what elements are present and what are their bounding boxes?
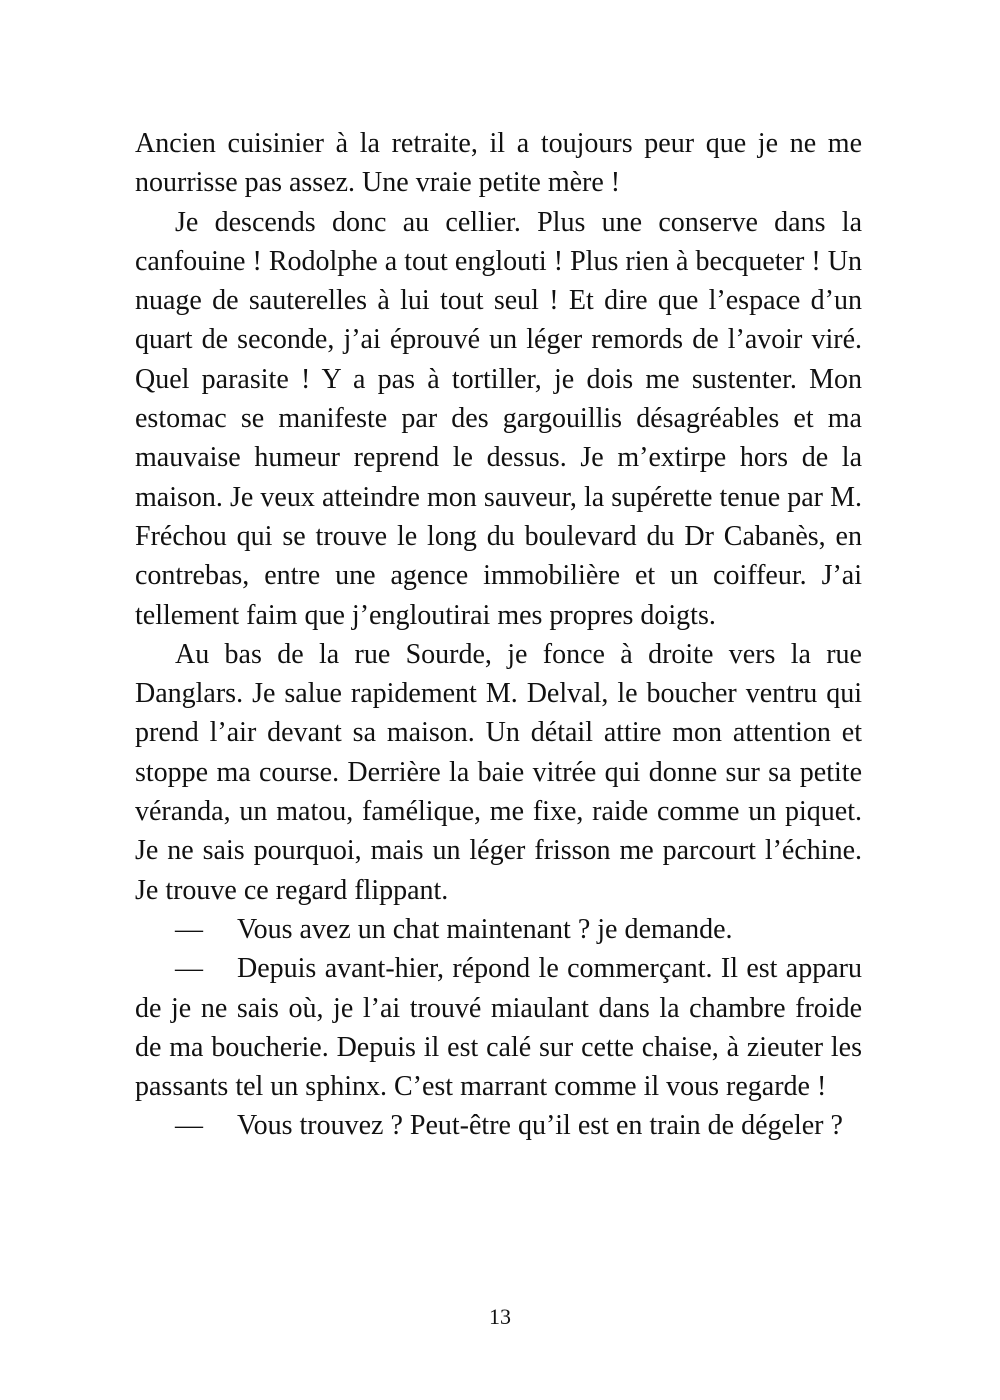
dialogue-text: Vous trouvez ? Peut-être qu’il est en train de dégeler ? xyxy=(237,1110,843,1142)
dialogue-line xyxy=(135,1106,862,1145)
dialogue-text: Depuis avant-hier, répond le commerçant. Il est apparu de je ne sais où, je l’ai trouvé miaulant dans la chambre froide de ma boucherie. Depuis il est calé sur cette chaise, à zieuter les passants tel un sphinx. C’est marrant comme il vous regarde ! xyxy=(135,953,862,1103)
dialogue-text: Vous avez un chat maintenant ? je demande. xyxy=(237,913,733,945)
dialogue-dash: — xyxy=(175,1110,203,1142)
page-body xyxy=(135,124,862,1146)
paragraph-continuation: Ancien cuisinier à la retraite, il a toujours peur que je ne me nourrisse pas assez. Une vraie petite mère ! xyxy=(135,128,862,199)
paragraph-cellier: Je descends donc au cellier. Plus une conserve dans la canfouine ! Rodolphe a tout englouti ! Plus rien à becqueter ! Un nuage de sauterelles à lui tout seul ! Et dire que l’espace d’un quart de seconde, j’ai éprouvé un léger remords de l’avoir viré. Quel parasite ! Y a pas à tortiller, je dois me sustenter. Mon estomac se manifeste par des gargouillis désagréables et ma mauvaise humeur reprend le dessus. Je m’extirpe hors de la maison. Je veux atteindre mon sauveur, la supérette tenue par M. Fréchou qui se trouve le long du boulevard du Dr Cabanès, en contrebas, entre une agence immobilière et un coiffeur. J’ai tellement faim que j’engloutirai mes propres doigts. xyxy=(135,206,862,631)
page-number: 13 xyxy=(489,1304,511,1329)
dialogue-line xyxy=(135,910,862,949)
dialogue-line xyxy=(135,949,862,1106)
dialogue-dash: — xyxy=(175,953,203,985)
paragraph-rue-sourde: Au bas de la rue Sourde, je fonce à droite vers la rue Danglars. Je salue rapidement M. Delval, le boucher ventru qui prend l’air devant sa maison. Un détail attire mon attention et stoppe ma course. Derrière la baie vitrée qui donne sur sa petite véranda, un matou, famélique, me fixe, raide comme un piquet. Je ne sais pourquoi, mais un léger frisson me parcourt l’échine. Je trouve ce regard flippant. xyxy=(135,638,862,906)
dialogue-dash: — xyxy=(175,913,203,945)
